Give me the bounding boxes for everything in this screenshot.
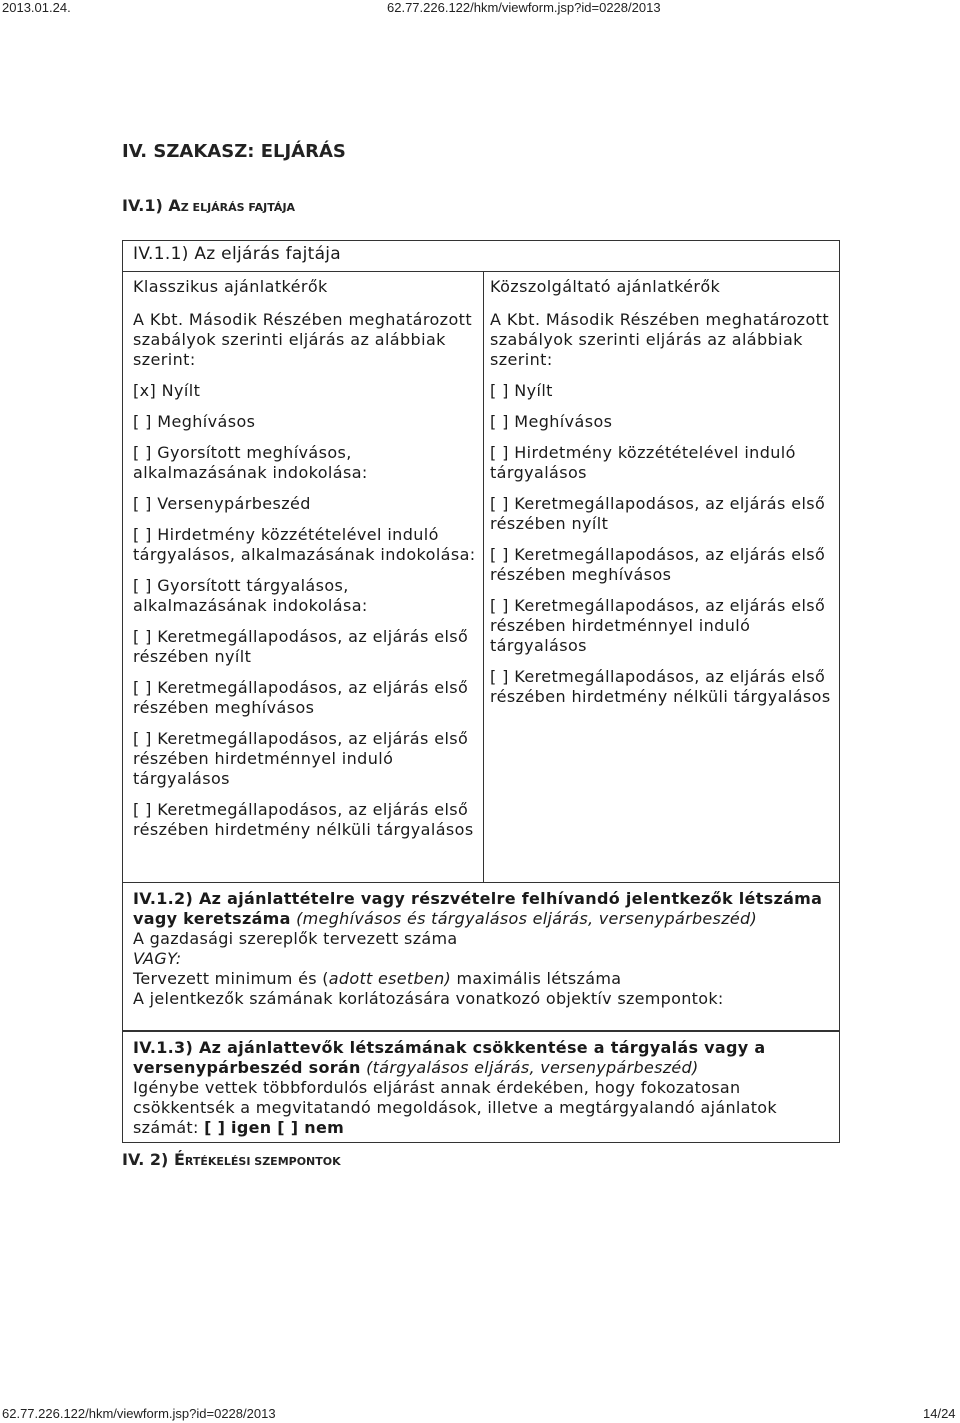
- body-text: Igénybe vettek többfordulós eljárást annak érdekében, hogy fokozatosan csökkentsék a megvitatandó megoldások, illetve a megtárgyalandó ajánlatok számát:: [133, 1078, 777, 1137]
- min-max-line: [133, 969, 833, 989]
- subsection-rest: RTÉKELÉSI SZEMPONTOK: [184, 1155, 341, 1168]
- procedure-type-heading-row: [123, 241, 839, 272]
- subsection-rest: Z ELJÁRÁS FAJTÁJA: [180, 201, 296, 214]
- heading-bold: IV.1.3) Az ajánlattevők létszámának csökkentése a tárgyalás vagy a versenypárbeszéd során: [133, 1038, 766, 1077]
- list-item: [ ] Keretmegállapodásos, az eljárás első részében meghívásos: [490, 545, 826, 584]
- list-item: [ ] Gyorsított meghívásos, alkalmazásának indokolása:: [133, 443, 368, 482]
- section-title: IV. SZAKASZ: ELJÁRÁS: [122, 141, 346, 162]
- list-item: [ ] Keretmegállapodásos, az eljárás első részében hirdetmény nélküli tárgyalásos: [133, 800, 474, 839]
- list-item: [ ] Keretmegállapodásos, az eljárás első részében hirdetménnyel induló tárgyalásos: [490, 596, 826, 655]
- list-item: [ ] Keretmegállapodásos, az eljárás első részében nyílt: [133, 627, 469, 666]
- list-item: [ ] Keretmegállapodásos, az eljárás első részében hirdetmény nélküli tárgyalásos: [490, 667, 831, 706]
- procedure-type-heading: IV.1.1) Az eljárás fajtája: [133, 244, 342, 264]
- heading-italic: (tárgyalásos eljárás, versenypárbeszéd): [366, 1058, 699, 1077]
- list-item: [ ] Meghívásos: [133, 412, 256, 431]
- classic-column-title: Klasszikus ajánlatkérők: [133, 277, 328, 296]
- subsection-heading-procedure-type: [122, 196, 295, 215]
- list-item: [ ] Versenypárbeszéd: [133, 494, 311, 513]
- yes-no-answer: [ ] igen [ ] nem: [204, 1118, 345, 1137]
- bidder-reduction-content: [133, 1038, 833, 1138]
- or-text: VAGY:: [133, 949, 182, 968]
- page-number: 14/24: [923, 1406, 956, 1421]
- list-item: [ ] Hirdetmény közzétételével induló tárgyalásos, alkalmazásának indokolása:: [133, 525, 476, 564]
- utility-column-title: Közszolgáltató ajánlatkérők: [490, 277, 721, 296]
- utility-contracting-column: [490, 271, 835, 718]
- list-item: [ ] Keretmegállapodásos, az eljárás első részében nyílt: [490, 494, 826, 533]
- applicant-count-box: [122, 883, 840, 1031]
- applicant-count-content: [133, 889, 833, 1009]
- list-item: A Kbt. Második Részében meghatározott szabályok szerinti eljárás az alábbiak szerint:: [490, 310, 830, 369]
- list-item: A Kbt. Második Részében meghatározott szabályok szerinti eljárás az alábbiak szerint:: [133, 310, 473, 369]
- list-item: [ ] Keretmegállapodásos, az eljárás első részében hirdetménnyel induló tárgyalásos: [133, 729, 469, 788]
- if-applicable-text: adott esetben): [328, 969, 452, 988]
- multi-round-text: [133, 1078, 833, 1138]
- heading-italic: (meghívásos és tárgyalásos eljárás, versenypárbeszéd): [296, 909, 758, 928]
- column-divider: [483, 271, 484, 882]
- or-line: [133, 949, 833, 969]
- list-item: [ ] Keretmegállapodásos, az eljárás első részében meghívásos: [133, 678, 469, 717]
- criteria-line: A jelentkezők számának korlátozására vonatkozó objektív szempontok:: [133, 989, 724, 1008]
- list-item: [ ] Hirdetmény közzétételével induló tárgyalásos: [490, 443, 796, 482]
- list-item: [ ] Gyorsított tárgyalásos, alkalmazásának indokolása:: [133, 576, 368, 615]
- bidder-reduction-box: [122, 1031, 840, 1143]
- procedure-type-box: [122, 240, 840, 883]
- list-item: [x] Nyílt: [133, 381, 201, 400]
- list-item: [ ] Meghívásos: [490, 412, 613, 431]
- classic-contracting-column: [133, 271, 478, 851]
- print-date: 2013.01.24.: [2, 0, 71, 15]
- footer-url: 62.77.226.122/hkm/viewform.jsp?id=0228/2013: [2, 1406, 276, 1421]
- max-text: maximális létszáma: [456, 969, 622, 988]
- list-item: [ ] Nyílt: [490, 381, 553, 400]
- applicant-count-heading: [133, 889, 833, 929]
- heading-bold: IV.1.2) Az ajánlattételre vagy részvételre felhívandó jelentkezők létszáma vagy keretszáma: [133, 889, 823, 928]
- print-url: 62.77.226.122/hkm/viewform.jsp?id=0228/2013: [387, 0, 661, 15]
- bidder-reduction-heading: [133, 1038, 833, 1078]
- planned-count-line: A gazdasági szereplők tervezett száma: [133, 929, 458, 948]
- subsection-prefix: IV.1) A: [122, 196, 181, 215]
- min-max-text: Tervezett minimum és (: [133, 969, 329, 988]
- subsection-prefix: IV. 2) É: [122, 1150, 185, 1169]
- subsection-heading-evaluation: [122, 1150, 341, 1169]
